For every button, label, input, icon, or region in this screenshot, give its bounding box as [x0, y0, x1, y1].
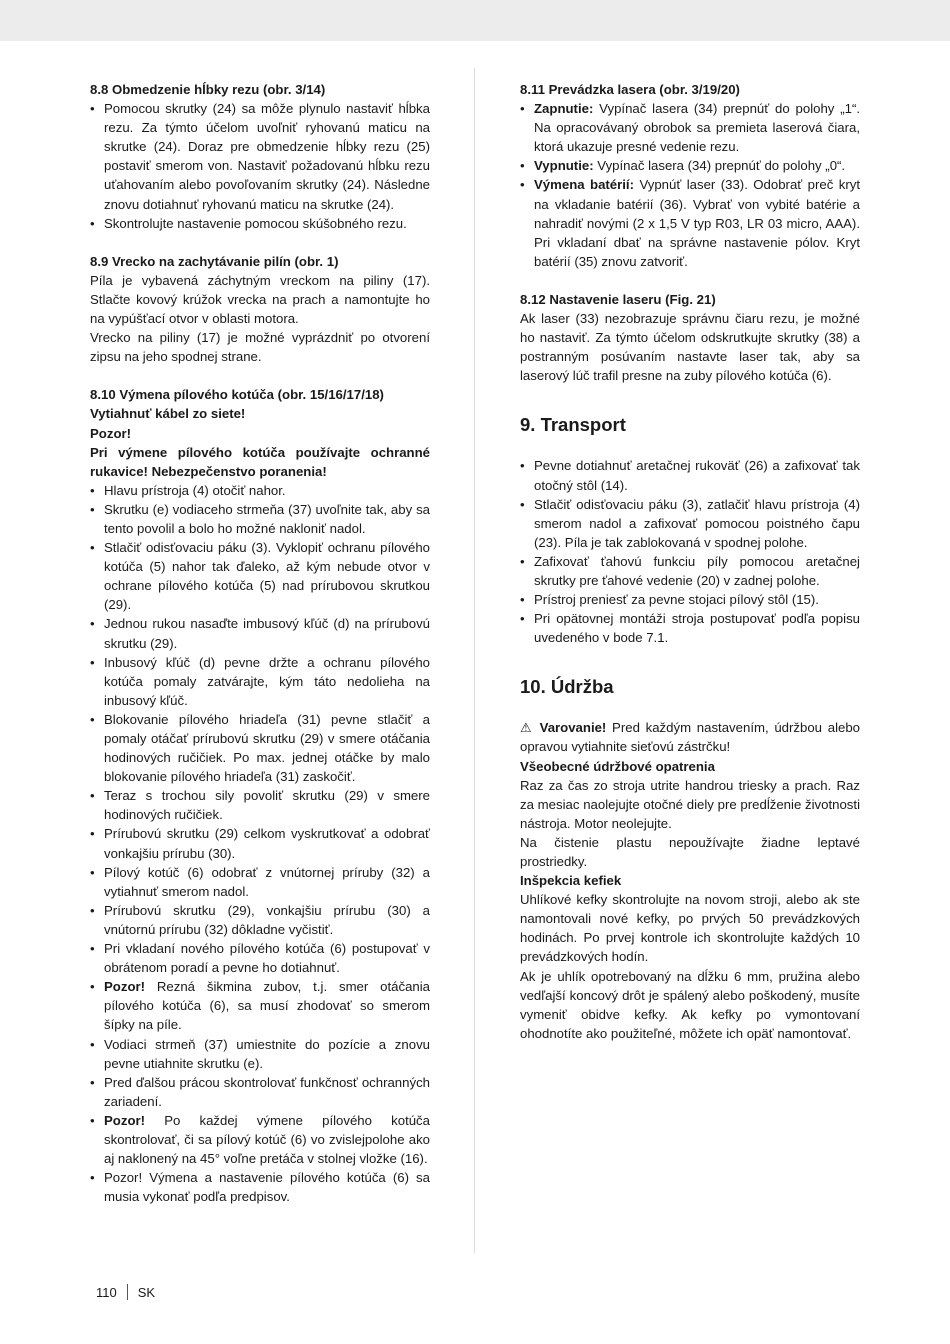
list-item: • Prírubovú skrutku (29) celkom vyskrutkovať a odobrať vonkajšiu prírubu (30). — [90, 824, 430, 862]
paragraph: Vrecko na piliny (17) je možné vyprázdniť po otvorení zipsu na jeho spodnej strane. — [90, 330, 430, 365]
section-8-8-list — [90, 99, 430, 233]
list-item: • Pri vkladaní nového pílového kotúča (6) postupovať v obrátenom poradí a pevne ho dotiahnuť. — [90, 939, 430, 977]
warning-text: Pri výmene pílového kotúča používajte ochranné rukavice! Nebezpečenstvo poranenia! — [90, 444, 430, 479]
warning-text: Pozor! — [90, 425, 132, 441]
list-item-text: Vypínač lasera (34) prepnúť do polohy „1“. Na opracovávaný obrobok sa premieta laserová čiara, ktorá ukazuje presné vedenie rezu. — [534, 101, 860, 155]
bold-label: Zapnutie: — [534, 101, 594, 117]
list-item — [90, 1111, 430, 1168]
list-item: • Teraz s trochou sily povoliť skrutku (29) v smere hodinových ručičiek. — [90, 786, 430, 824]
language-code: SK — [137, 1284, 156, 1300]
warning-paragraph — [520, 718, 860, 756]
left-column — [90, 80, 430, 1206]
subheading: Inšpekcia kefiek — [520, 873, 622, 889]
list-item: • Stlačiť odisťovaciu páku (3), zatlačiť hlavu prístroja (4) smerom nadol a zafixovať pomocou poistného čapu (23). Píla je tak zablokovaná v spodnej polohe. — [520, 495, 860, 552]
section-8-10-heading: 8.10 Výmena pílového kotúča (obr. 15/16/17/18) — [90, 387, 384, 403]
paragraph: Ak je uhlík opotrebovaný na dĺžku 6 mm, pružina alebo vedľajší koncový drôt je spálený alebo poškodený, musíte vymeniť obidve kefky. Ak kefky po vymontovaní ohodnotíte ako použiteľné, môžete ich opäť namontovať. — [520, 968, 860, 1041]
paragraph: Uhlíkové kefky skontrolujte na novom stroji, alebo ak ste namontovali nové kefky, po prvých 50 prevádzkových hodinách. Po prvej kontrole ich skontrolujte každých 10 prevádzkových hodín. — [520, 892, 860, 965]
column-divider — [474, 68, 475, 1253]
bold-label: Pozor! — [104, 1112, 146, 1128]
list-item: • Pri opätovnej montáži stroja postupovať podľa popisu uvedeného v bode 7.1. — [520, 609, 860, 647]
list-item: • Prístroj preniesť za pevne stojaci pílový stôl (15). — [520, 590, 860, 609]
section-8-10-list — [90, 481, 430, 1207]
bold-label: Pozor! — [104, 979, 146, 995]
section-8-12-heading: 8.12 Nastavenie laseru (Fig. 21) — [520, 291, 716, 307]
footer-separator — [127, 1284, 128, 1300]
section-9-list — [520, 456, 860, 647]
page-number: 110 — [96, 1284, 117, 1300]
section-9-heading: 9. Transport — [520, 414, 626, 436]
right-column — [520, 80, 860, 1043]
paragraph: Raz za čas zo stroja utrite handrou triesky a prach. Raz za mesiac naolejujte otočné diely pre predĺženie životnosti nástroja. Motor neolejujte. — [520, 777, 860, 831]
section-8-11-heading: 8.11 Prevádzka lasera (obr. 3/19/20) — [520, 82, 740, 97]
top-bar — [0, 0, 950, 41]
warning-text: Pred každým nastavením, údržbou alebo opravou vytiahnite sieťovú zástrčku! — [520, 720, 860, 755]
page-footer — [96, 1284, 155, 1300]
list-item-text: Po každej výmene pílového kotúča skontrolovať, či sa pílový kotúč (6) vo zvislejpolohe ako aj naklonený na 45° voľne pretáča v stolnej vložke (16). — [104, 1112, 430, 1167]
paragraph: Píla je vybavená záchytným vreckom na piliny (17). Stlačte kovový krúžok vrecka na prach a namontujte ho na vypúšťací otvor v oblasti motora. — [90, 272, 430, 327]
list-item — [520, 99, 860, 156]
subheading: Všeobecné údržbové opatrenia — [520, 758, 715, 774]
paragraph: Na čistenie plastu nepoužívajte žiadne leptavé prostriedky. — [520, 834, 860, 869]
bold-label: Vypnutie: — [534, 158, 594, 174]
bold-label: Výmena batérií: — [534, 177, 634, 193]
list-item: • Pred ďalšou prácou skontrolovať funkčnosť ochranných zariadení. — [90, 1073, 430, 1111]
list-item: • Jednou rukou nasaďte imbusový kľúč (d) na prírubovú skrutku (29). — [90, 614, 430, 652]
bold-label: Varovanie! — [539, 720, 607, 736]
list-item: • Pozor! Výmena a nastavenie pílového kotúča (6) sa musia vykonať podľa predpisov. — [90, 1168, 430, 1206]
list-item-text: Vypnúť laser (33). Odobrať preč kryt na vkladanie batérií (36). Vybrať von vybité batérie a nahradiť novými (2 x 1,5 V typ R03, LR 03 micro, AAA). Pri vkladaní dbať na správne nastavenie pólov. Kryt batérií (35) znovu zatvoriť. — [534, 177, 861, 269]
list-item: • Pílový kotúč (6) odobrať z vnútornej príruby (32) a vytiahnuť smerom nadol. — [90, 863, 430, 901]
list-item: • Prírubovú skrutku (29), vonkajšiu prírubu (30) a vnútornú prírubu (32) dôkladne vyčistiť. — [90, 901, 430, 939]
list-item-text: Vypínač lasera (34) prepnúť do polohy „0“. — [593, 158, 846, 174]
list-item: • Blokovanie pílového hriadeľa (31) pevne stlačiť a pomaly otáčať prírubovú skrutku (29) v smere otáčania hodinových ručičiek. Po max. jednej otáčke by malo blokovanie pílového hriadeľa (31) zaskočiť. — [90, 710, 430, 786]
list-item: • Stlačiť odisťovaciu páku (3). Vyklopiť ochranu pílového kotúča (5) nahor tak ďaleko, až kým nebude otvor v ochrane pílového kotúča (5) nad prírubovou skrutkou (29). — [90, 538, 430, 614]
list-item: • Vodiaci strmeň (37) umiestnite do pozície a znovu pevne utiahnite skrutku (e). — [90, 1035, 430, 1073]
list-item-text: Rezná šikmina zubov, t.j. smer otáčania pílového kotúča (6), sa musí zhodovať so smerom šípky na píle. — [104, 979, 430, 1033]
paragraph: Ak laser (33) nezobrazuje správnu čiaru rezu, je možné ho nastaviť. Za týmto účelom odskrutkujte skrutky (38) a postranným posúvaním nastavte laser tak, aby sa laserový lúč trafil presne na zuby pílového kotúča (6). — [520, 311, 860, 384]
section-8-8-heading: 8.8 Obmedzenie hĺbky rezu (obr. 3/14) — [90, 82, 326, 97]
list-item: • Zafixovať ťahovú funkciu píly pomocou aretačnej skrutky pre ťahové vedenie (20) v zadnej polohe. — [520, 552, 860, 590]
warning-icon: ⚠ — [520, 720, 534, 736]
list-item: • Skontrolujte nastavenie pomocou skúšobného rezu. — [90, 214, 430, 233]
list-item: • Hlavu prístroja (4) otočiť nahor. — [90, 481, 430, 500]
list-item: • Skrutku (e) vodiaceho strmeňa (37) uvoľnite tak, aby sa tento povolil a bolo ho možné nakloniť nadol. — [90, 500, 430, 538]
section-8-11-list — [520, 99, 860, 271]
list-item: • Inbusový kľúč (d) pevne držte a ochranu pílového kotúča pomaly zatvárajte, kým táto nedolieha na inbusový kľúč. — [90, 653, 430, 710]
list-item — [90, 977, 430, 1034]
list-item — [520, 156, 860, 175]
section-8-9-heading: 8.9 Vrecko na zachytávanie pilín (obr. 1) — [90, 253, 339, 269]
section-10-heading: 10. Údržba — [520, 676, 614, 698]
list-item: • Pomocou skrutky (24) sa môže plynulo nastaviť hĺbka rezu. Za týmto účelom uvoľniť ryhovanú maticu na skrutke (24). Doraz pre obmedzenie hĺbky rezu (25) postaviť smerom von. Nastaviť požadovanú hĺbku rezu uťahovaním alebo povoľovaním skrutky (24). Následne znovu dotiahnuť ryhovanú maticu na skrutke (24). — [90, 99, 430, 214]
warning-text: Vytiahnuť kábel zo siete! — [90, 406, 246, 422]
list-item: • Pevne dotiahnuť aretačnej rukoväť (26) a zafixovať tak otočný stôl (14). — [520, 456, 860, 494]
list-item — [520, 175, 860, 270]
